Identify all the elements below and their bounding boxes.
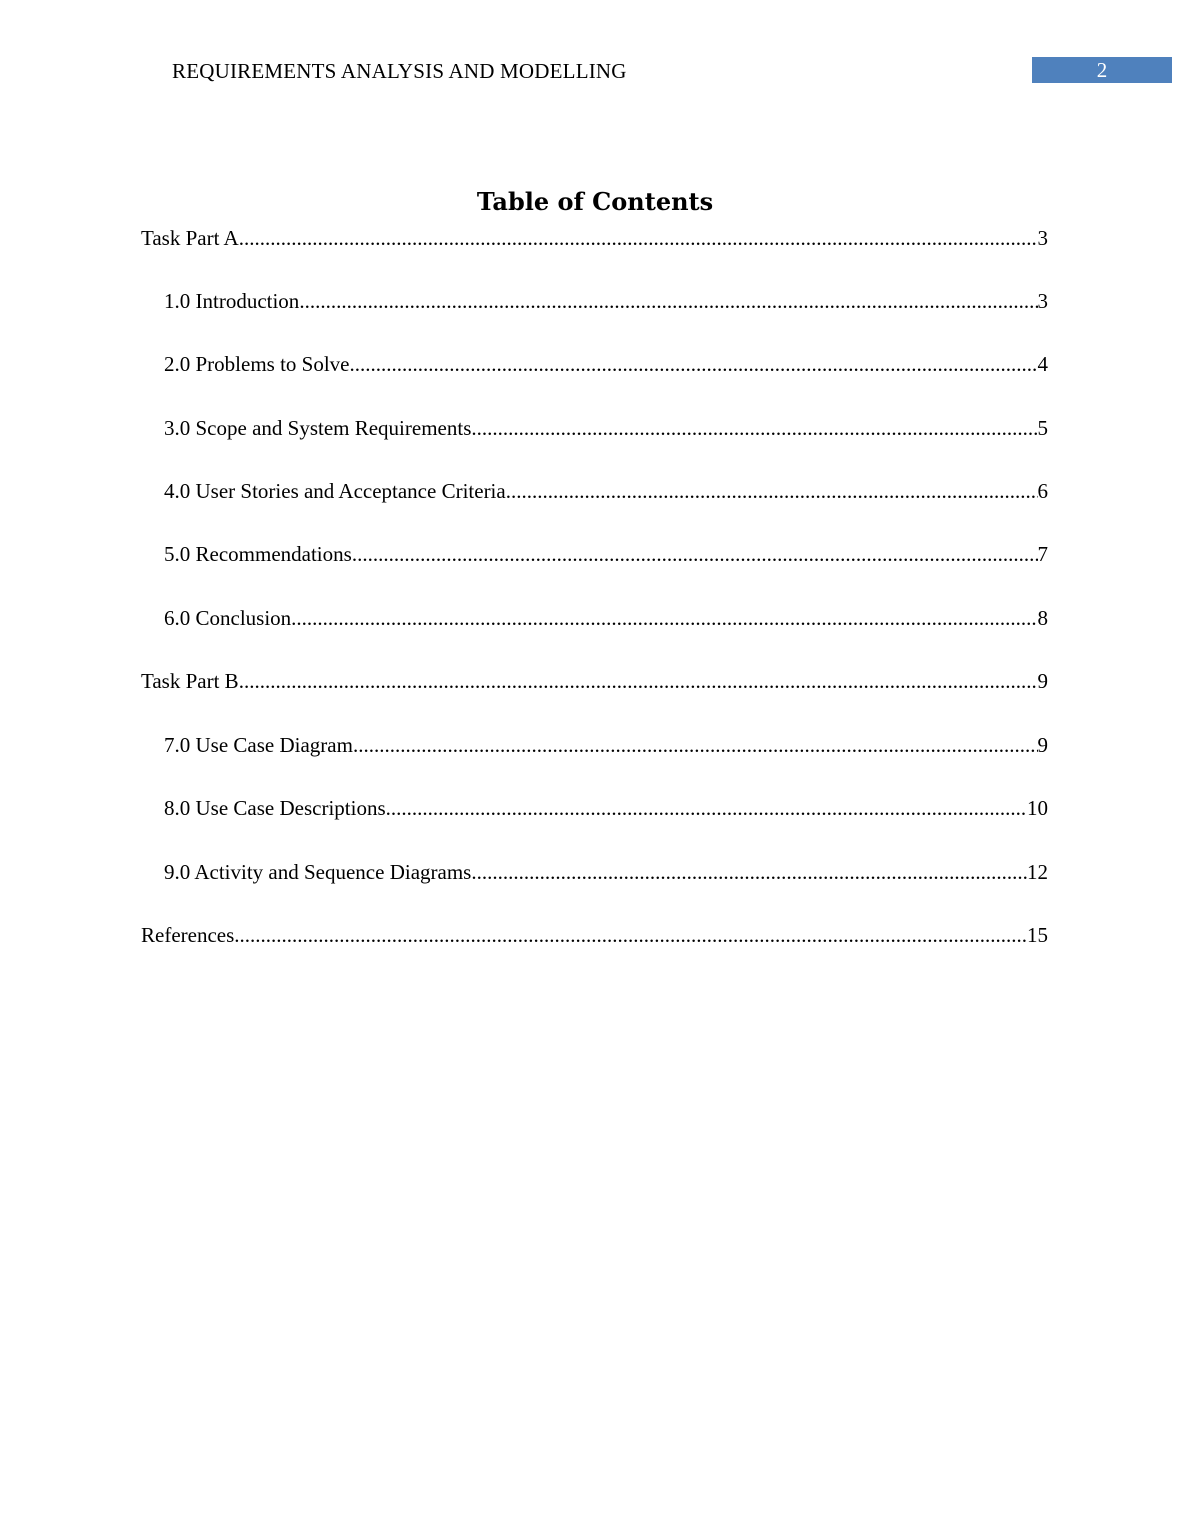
toc-dot-leader [350, 351, 1038, 377]
toc-entry-task-part-a[interactable] [141, 225, 1048, 251]
toc-entry-label: References [141, 923, 235, 947]
page-number-badge: 2 [1032, 57, 1172, 83]
toc-entry-recommendations[interactable] [164, 541, 1048, 567]
toc-dot-leader [352, 541, 1038, 567]
toc-dot-leader [386, 795, 1027, 821]
toc-entry-page: 15 [1027, 923, 1048, 947]
toc-entry-label: 4.0 User Stories and Acceptance Criteria [164, 479, 506, 503]
toc-entry-label: Task Part B [141, 669, 239, 693]
toc-dot-leader [239, 668, 1038, 694]
toc-entry-page: 10 [1027, 796, 1048, 820]
toc-entry-page: 3 [1037, 289, 1048, 313]
toc-entry-label: 9.0 Activity and Sequence Diagrams [164, 860, 472, 884]
toc-entry-label: 2.0 Problems to Solve [164, 352, 350, 376]
toc-entry-scope-and-system-requirements[interactable] [164, 415, 1048, 441]
running-header-title: REQUIREMENTS ANALYSIS AND MODELLING [172, 59, 627, 83]
toc-entry-label: 3.0 Scope and System Requirements [164, 416, 472, 440]
toc-entry-label: 5.0 Recommendations [164, 542, 352, 566]
toc-dot-leader [506, 478, 1038, 504]
toc-dot-leader [239, 225, 1038, 251]
toc-entry-use-case-descriptions[interactable] [164, 795, 1048, 821]
toc-entry-label: Task Part A [141, 226, 239, 250]
toc-heading: Table of Contents [476, 187, 714, 216]
toc-entry-label: 1.0 Introduction [164, 289, 300, 313]
toc-entry-user-stories[interactable] [164, 478, 1048, 504]
toc-entry-page: 3 [1037, 226, 1048, 250]
toc-dot-leader [291, 605, 1037, 631]
toc-entry-page: 6 [1037, 479, 1048, 503]
toc-entry-page: 7 [1037, 542, 1048, 566]
toc-entry-conclusion[interactable] [164, 605, 1048, 631]
toc-dot-leader [234, 922, 1027, 948]
toc-entry-page: 4 [1037, 352, 1048, 376]
toc-entry-page: 9 [1037, 669, 1048, 693]
toc-dot-leader [471, 859, 1027, 885]
toc-entry-problems-to-solve[interactable] [164, 351, 1048, 377]
toc-entry-label: 7.0 Use Case Diagram [164, 733, 353, 757]
toc-entry-page: 12 [1027, 860, 1048, 884]
toc-entry-page: 5 [1037, 416, 1048, 440]
toc-dot-leader [353, 732, 1038, 758]
toc-entry-label: 8.0 Use Case Descriptions [164, 796, 386, 820]
toc-entry-use-case-diagram[interactable] [164, 732, 1048, 758]
toc-dot-leader [299, 288, 1037, 314]
toc-entry-introduction[interactable] [164, 288, 1048, 314]
toc-entry-page: 9 [1037, 733, 1048, 757]
toc-entry-activity-and-sequence-diagrams[interactable] [164, 859, 1048, 885]
toc-entry-page: 8 [1037, 606, 1048, 630]
toc-entry-references[interactable] [141, 922, 1048, 948]
toc-dot-leader [471, 415, 1037, 441]
toc-entry-label: 6.0 Conclusion [164, 606, 292, 630]
toc-entry-task-part-b[interactable] [141, 668, 1048, 694]
